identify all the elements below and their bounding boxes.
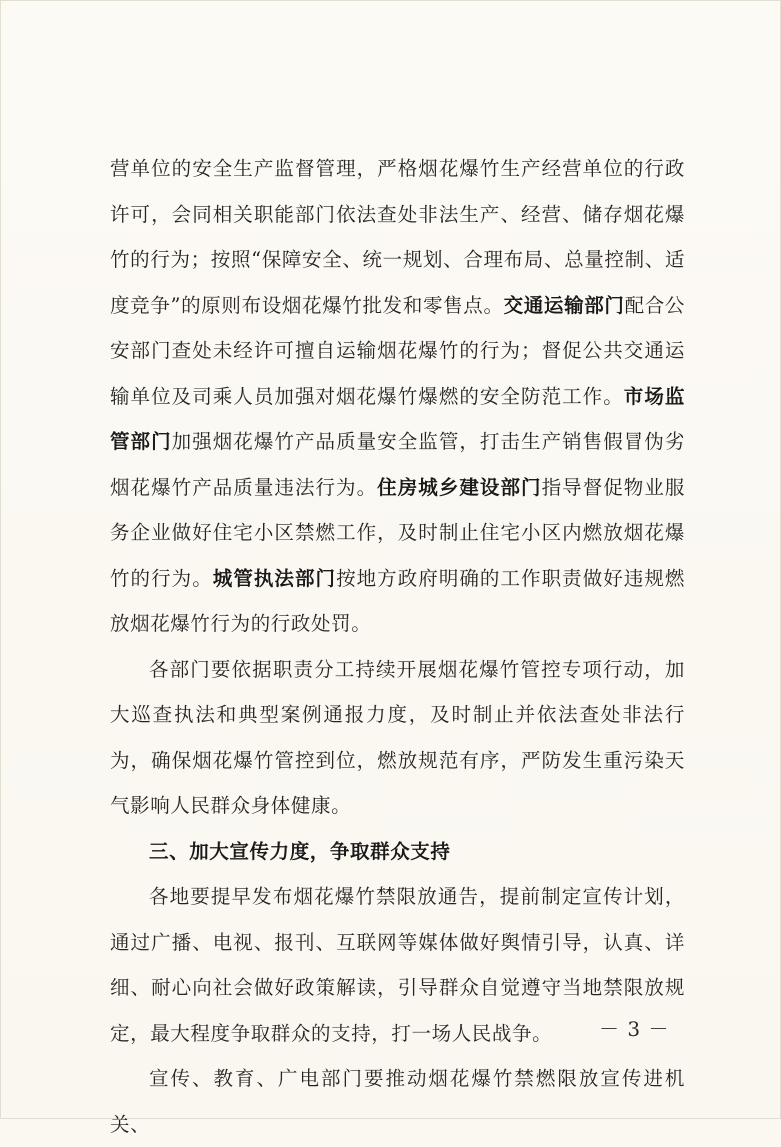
paragraph-publicity-continued: 宣传、教育、广电部门要推动烟花爆竹禁燃限放宣传进机关、 bbox=[110, 1067, 685, 1136]
document-body bbox=[110, 146, 685, 1147]
paragraph-enforcement: 各部门要依据职责分工持续开展烟花爆竹管控专项行动，加大巡查执法和典型案例通报力度，及时制止并依法查处非法行为，确保烟花爆竹管控到位，燃放规范有序，严防发生重污染天气影响人民群众身体健康。 bbox=[110, 657, 685, 817]
text-segment: 按地方政府明确的工作职责做好违规燃放烟花爆竹行为的行政处罚。 bbox=[110, 566, 685, 635]
bold-term-urban-management: 城管执法部门 bbox=[212, 566, 337, 590]
bold-term-housing: 住房城乡建设部门 bbox=[377, 475, 542, 499]
paragraph-publicity: 各地要提早发布烟花爆竹禁限放通告，提前制定宣传计划，通过广播、电视、报刊、互联网等媒体做好舆情引导，认真、详细、耐心向社会做好政策解读，引导群众自觉遵守当地禁限放规定，最大程度争取群众的支持，打一场人民战争。 bbox=[110, 885, 685, 1045]
section-heading: 三、加大宣传力度，争取群众支持 bbox=[149, 839, 451, 863]
text-segment: 配合公安部门查处未经许可擅自运输烟花爆竹的行为；督促公共交通运输单位及司乘人员加强对烟花爆竹爆燃的安全防范工作。 bbox=[110, 293, 685, 408]
paragraph-department-duties bbox=[110, 146, 685, 647]
bold-term-transport: 交通运输部门 bbox=[503, 293, 625, 317]
text-segment: 指导督促物业服务企业做好住宅小区禁燃工作，及时制止住宅小区内燃放烟花爆竹的行为。 bbox=[110, 475, 685, 590]
bold-term-market-supervision: 市场监管部门 bbox=[110, 384, 685, 453]
text-segment: 加强烟花爆竹产品质量安全监管，打击生产销售假冒伪劣烟花爆竹产品质量违法行为。 bbox=[110, 430, 685, 499]
text-segment: 营单位的安全生产监督管理，严格烟花爆竹生产经营单位的行政许可，会同相关职能部门依法查处非法生产、经营、储存烟花爆竹的行为；按照“保障安全、统一规划、合理布局、总量控制、适度竞争”的原则布设烟花爆竹批发和零售点。 bbox=[110, 157, 685, 317]
page-number: － 3 － bbox=[599, 1017, 670, 1041]
